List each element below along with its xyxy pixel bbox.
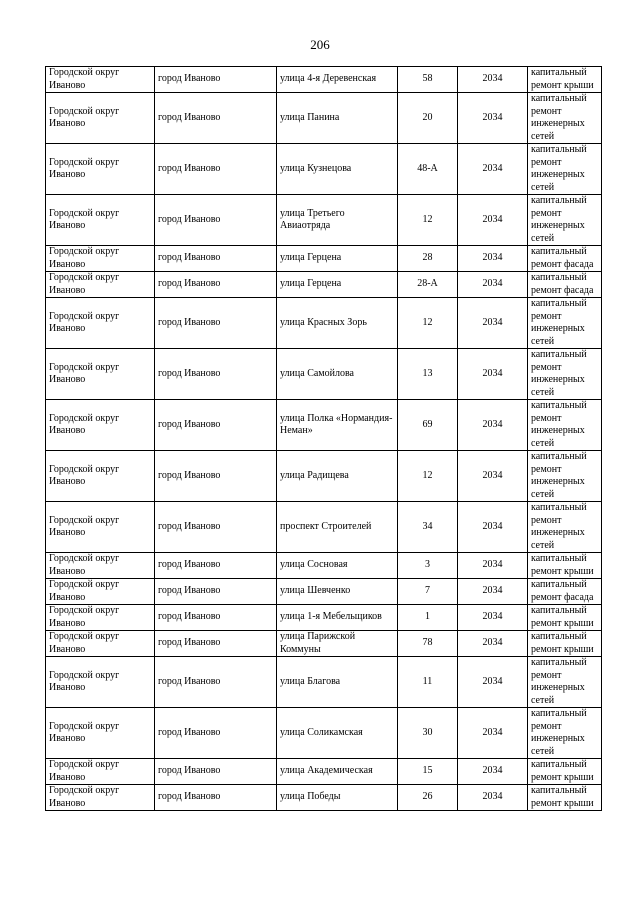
registry-table xyxy=(45,66,602,811)
street-cell: улица 1-я Мебельщиков xyxy=(277,605,398,631)
year-cell: 2034 xyxy=(458,144,528,195)
street-cell: улица Герцена xyxy=(277,272,398,298)
work-type-cell: капитальный ремонт инженерных сетей xyxy=(528,144,602,195)
year-cell: 2034 xyxy=(458,553,528,579)
work-type-cell: капитальный ремонт инженерных сетей xyxy=(528,195,602,246)
street-cell: улица Самойлова xyxy=(277,349,398,400)
year-cell: 2034 xyxy=(458,93,528,144)
street-cell: проспект Строителей xyxy=(277,502,398,553)
year-cell: 2034 xyxy=(458,349,528,400)
year-cell: 2034 xyxy=(458,451,528,502)
table-row xyxy=(46,553,602,579)
table-row xyxy=(46,579,602,605)
district-cell: Городской округ Иваново xyxy=(46,759,155,785)
work-type-cell: капитальный ремонт крыши xyxy=(528,759,602,785)
street-cell: улица Соликамская xyxy=(277,708,398,759)
work-type-cell: капитальный ремонт фасада xyxy=(528,246,602,272)
year-cell: 2034 xyxy=(458,759,528,785)
work-type-cell: капитальный ремонт инженерных сетей xyxy=(528,93,602,144)
table-row xyxy=(46,451,602,502)
district-cell: Городской округ Иваново xyxy=(46,246,155,272)
year-cell: 2034 xyxy=(458,579,528,605)
table-row xyxy=(46,502,602,553)
table-row xyxy=(46,93,602,144)
district-cell: Городской округ Иваново xyxy=(46,272,155,298)
district-cell: Городской округ Иваново xyxy=(46,298,155,349)
year-cell: 2034 xyxy=(458,246,528,272)
work-type-cell: капитальный ремонт крыши xyxy=(528,553,602,579)
house-number-cell: 58 xyxy=(398,67,458,93)
house-number-cell: 28 xyxy=(398,246,458,272)
city-cell: город Иваново xyxy=(155,605,277,631)
table-row xyxy=(46,400,602,451)
work-type-cell: капитальный ремонт крыши xyxy=(528,605,602,631)
year-cell: 2034 xyxy=(458,657,528,708)
house-number-cell: 30 xyxy=(398,708,458,759)
city-cell: город Иваново xyxy=(155,759,277,785)
table-row xyxy=(46,349,602,400)
city-cell: город Иваново xyxy=(155,298,277,349)
city-cell: город Иваново xyxy=(155,195,277,246)
city-cell: город Иваново xyxy=(155,502,277,553)
table-row xyxy=(46,759,602,785)
house-number-cell: 20 xyxy=(398,93,458,144)
street-cell: улица Кузнецова xyxy=(277,144,398,195)
house-number-cell: 15 xyxy=(398,759,458,785)
year-cell: 2034 xyxy=(458,67,528,93)
district-cell: Городской округ Иваново xyxy=(46,657,155,708)
work-type-cell: капитальный ремонт фасада xyxy=(528,272,602,298)
table-row xyxy=(46,272,602,298)
year-cell: 2034 xyxy=(458,631,528,657)
house-number-cell: 78 xyxy=(398,631,458,657)
city-cell: город Иваново xyxy=(155,553,277,579)
district-cell: Городской округ Иваново xyxy=(46,502,155,553)
table-row xyxy=(46,144,602,195)
district-cell: Городской округ Иваново xyxy=(46,631,155,657)
city-cell: город Иваново xyxy=(155,579,277,605)
page-number: 206 xyxy=(310,37,330,52)
house-number-cell: 1 xyxy=(398,605,458,631)
city-cell: город Иваново xyxy=(155,93,277,144)
table-row xyxy=(46,657,602,708)
city-cell: город Иваново xyxy=(155,246,277,272)
table-row xyxy=(46,246,602,272)
year-cell: 2034 xyxy=(458,605,528,631)
work-type-cell: капитальный ремонт крыши xyxy=(528,785,602,811)
table-row xyxy=(46,67,602,93)
house-number-cell: 12 xyxy=(398,451,458,502)
house-number-cell: 69 xyxy=(398,400,458,451)
city-cell: город Иваново xyxy=(155,67,277,93)
table-row xyxy=(46,785,602,811)
city-cell: город Иваново xyxy=(155,785,277,811)
city-cell: город Иваново xyxy=(155,272,277,298)
year-cell: 2034 xyxy=(458,708,528,759)
street-cell: улица Красных Зорь xyxy=(277,298,398,349)
table-row xyxy=(46,631,602,657)
district-cell: Городской округ Иваново xyxy=(46,553,155,579)
district-cell: Городской округ Иваново xyxy=(46,195,155,246)
street-cell: улица Парижской Коммуны xyxy=(277,631,398,657)
work-type-cell: капитальный ремонт инженерных сетей xyxy=(528,400,602,451)
year-cell: 2034 xyxy=(458,785,528,811)
street-cell: улица Радищева xyxy=(277,451,398,502)
city-cell: город Иваново xyxy=(155,144,277,195)
house-number-cell: 13 xyxy=(398,349,458,400)
year-cell: 2034 xyxy=(458,272,528,298)
house-number-cell: 12 xyxy=(398,298,458,349)
house-number-cell: 3 xyxy=(398,553,458,579)
district-cell: Городской округ Иваново xyxy=(46,579,155,605)
work-type-cell: капитальный ремонт крыши xyxy=(528,67,602,93)
street-cell: улица Победы xyxy=(277,785,398,811)
city-cell: город Иваново xyxy=(155,657,277,708)
district-cell: Городской округ Иваново xyxy=(46,785,155,811)
district-cell: Городской округ Иваново xyxy=(46,451,155,502)
year-cell: 2034 xyxy=(458,502,528,553)
work-type-cell: капитальный ремонт инженерных сетей xyxy=(528,502,602,553)
table-row xyxy=(46,195,602,246)
year-cell: 2034 xyxy=(458,298,528,349)
street-cell: улица 4-я Деревенская xyxy=(277,67,398,93)
work-type-cell: капитальный ремонт фасада xyxy=(528,579,602,605)
work-type-cell: капитальный ремонт крыши xyxy=(528,631,602,657)
street-cell: улица Полка «Нормандия-Неман» xyxy=(277,400,398,451)
house-number-cell: 26 xyxy=(398,785,458,811)
work-type-cell: капитальный ремонт инженерных сетей xyxy=(528,451,602,502)
street-cell: улица Панина xyxy=(277,93,398,144)
house-number-cell: 28-А xyxy=(398,272,458,298)
district-cell: Городской округ Иваново xyxy=(46,67,155,93)
house-number-cell: 11 xyxy=(398,657,458,708)
street-cell: улица Сосновая xyxy=(277,553,398,579)
work-type-cell: капитальный ремонт инженерных сетей xyxy=(528,657,602,708)
street-cell: улица Герцена xyxy=(277,246,398,272)
year-cell: 2034 xyxy=(458,195,528,246)
district-cell: Городской округ Иваново xyxy=(46,144,155,195)
district-cell: Городской округ Иваново xyxy=(46,708,155,759)
district-cell: Городской округ Иваново xyxy=(46,93,155,144)
city-cell: город Иваново xyxy=(155,349,277,400)
house-number-cell: 7 xyxy=(398,579,458,605)
district-cell: Городской округ Иваново xyxy=(46,605,155,631)
house-number-cell: 48-А xyxy=(398,144,458,195)
street-cell: улица Академическая xyxy=(277,759,398,785)
table-row xyxy=(46,605,602,631)
street-cell: улица Шевченко xyxy=(277,579,398,605)
registry-table-body xyxy=(46,67,602,811)
city-cell: город Иваново xyxy=(155,631,277,657)
district-cell: Городской округ Иваново xyxy=(46,400,155,451)
work-type-cell: капитальный ремонт инженерных сетей xyxy=(528,298,602,349)
street-cell: улица Третьего Авиаотряда xyxy=(277,195,398,246)
city-cell: город Иваново xyxy=(155,451,277,502)
street-cell: улица Благова xyxy=(277,657,398,708)
city-cell: город Иваново xyxy=(155,708,277,759)
city-cell: город Иваново xyxy=(155,400,277,451)
table-row xyxy=(46,298,602,349)
table-row xyxy=(46,708,602,759)
house-number-cell: 34 xyxy=(398,502,458,553)
work-type-cell: капитальный ремонт инженерных сетей xyxy=(528,708,602,759)
work-type-cell: капитальный ремонт инженерных сетей xyxy=(528,349,602,400)
house-number-cell: 12 xyxy=(398,195,458,246)
district-cell: Городской округ Иваново xyxy=(46,349,155,400)
year-cell: 2034 xyxy=(458,400,528,451)
